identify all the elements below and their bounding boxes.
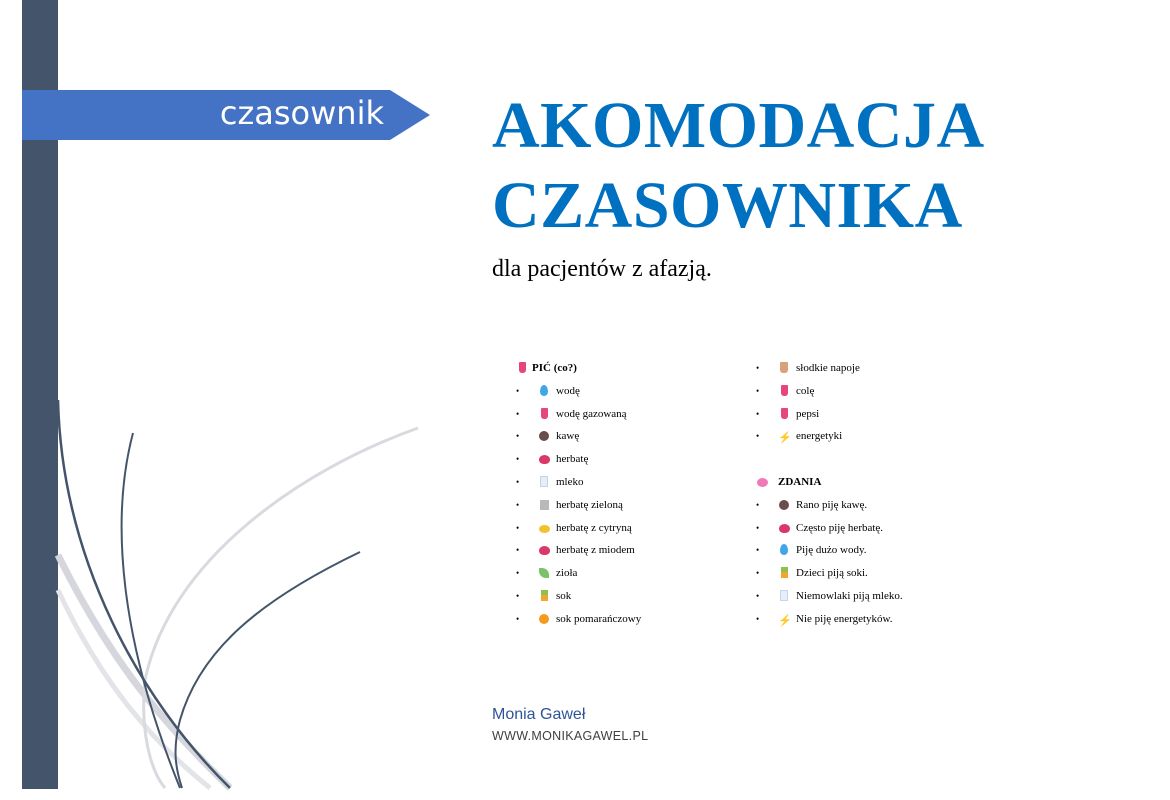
brain-icon	[756, 474, 768, 488]
tea-icon	[778, 520, 790, 534]
website-link[interactable]: WWW.MONIKAGAWEL.PL	[492, 729, 649, 743]
sentence-item: • Rano piję kawę.	[756, 498, 868, 511]
coffee-icon	[538, 428, 550, 442]
subtitle: dla pacjentów z afazją.	[492, 256, 712, 282]
lightning-icon: ⚡	[778, 614, 792, 627]
droplet-icon	[538, 383, 550, 397]
cup-icon	[516, 360, 528, 374]
title-line-1: AKOMODACJA	[492, 89, 985, 162]
lemon-icon	[538, 520, 550, 534]
glass-icon	[538, 474, 550, 488]
sentence-item: • ⚡ Nie piję energetyków.	[756, 612, 893, 627]
ribbon-label: czasownik	[219, 94, 384, 132]
cup-icon	[538, 406, 550, 420]
page-title	[492, 86, 985, 246]
mug-icon	[538, 497, 550, 511]
drink-and-sentence-list	[756, 358, 903, 632]
sentence-item: • Niemowlaki piją mleko.	[756, 589, 903, 602]
list-item: • pepsi	[756, 407, 820, 420]
sentence-item: • Dzieci piją soki.	[756, 567, 868, 580]
sentence-item: • Często piję herbatę.	[756, 521, 884, 534]
lightning-icon: ⚡	[778, 432, 792, 445]
glass-icon	[778, 588, 790, 602]
list-item: • colę	[756, 384, 815, 397]
list-item: • ⚡ energetyki	[756, 430, 843, 445]
list-item: • słodkie napoje	[756, 362, 860, 374]
cup-icon	[778, 406, 790, 420]
tea-icon	[538, 451, 550, 465]
title-line-2: CZASOWNIKA	[492, 169, 963, 242]
author-name: Monia Gaweł	[492, 706, 586, 723]
cup-icon	[778, 383, 790, 397]
droplet-icon	[778, 542, 790, 556]
juice-icon	[778, 565, 790, 579]
coffee-icon	[778, 497, 790, 511]
herb-icon	[538, 565, 550, 579]
category-ribbon	[22, 90, 430, 140]
orange-icon	[538, 611, 550, 625]
sentence-item: • Piję dużo wody.	[756, 544, 867, 557]
tea-icon	[538, 542, 550, 556]
bubble-tea-icon	[778, 360, 790, 374]
juice-icon	[538, 588, 550, 602]
sentences-heading: ZDANIA	[756, 472, 758, 495]
